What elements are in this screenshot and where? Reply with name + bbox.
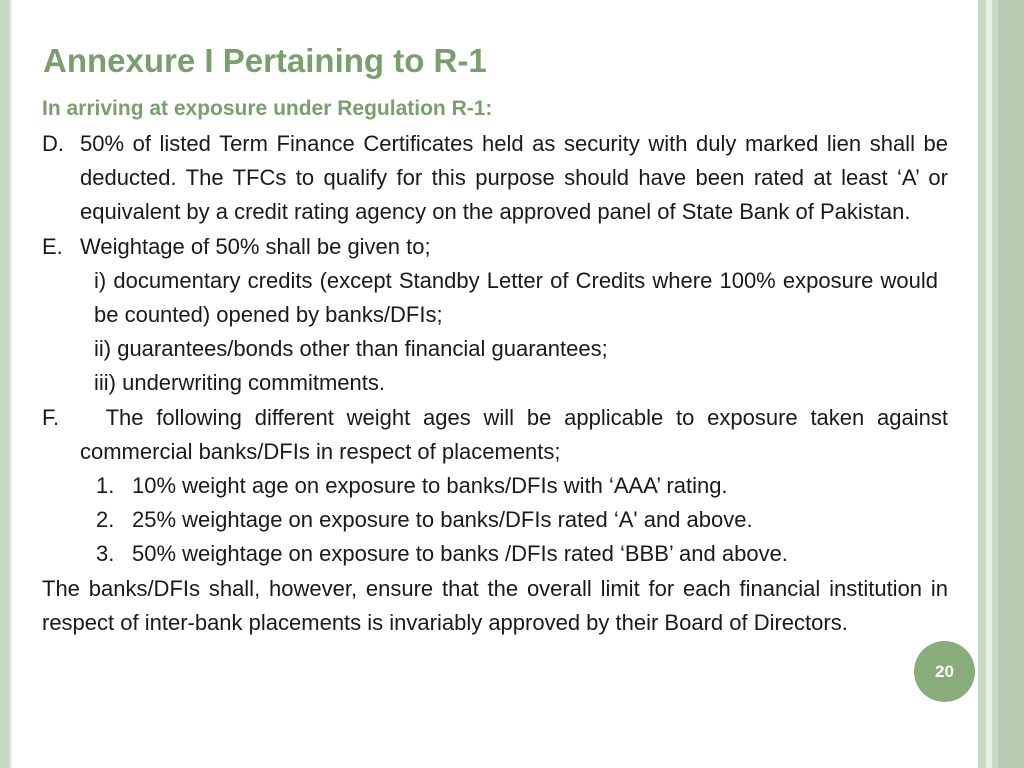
list-item-d-text: 50% of listed Term Finance Certificates held as security with duly marked lien shall be deducted. The TFCs to qualify for this purpose should have been rated at least ‘A’ or equivalent by a credit rating agency on the approved panel of State Bank of Pakistan.: [80, 131, 948, 225]
numbered-item-3: [42, 537, 948, 571]
right-border-stripe-a: [978, 0, 986, 768]
sub-item-i: i) documentary credits (except Standby Letter of Credits where 100% exposure would be counted) opened by banks/DFIs;: [94, 267, 938, 328]
numbered-item-1-text: 10% weight age on exposure to banks/DFIs with ‘AAA’ rating.: [132, 473, 728, 499]
numbered-item-1: [42, 469, 948, 503]
left-border-decoration: [0, 0, 10, 768]
numbered-item-2-text: 25% weightage on exposure to banks/DFIs rated ‘A' and above.: [132, 507, 753, 533]
numbered-item-2: [42, 503, 948, 537]
right-border-stripe-d: [998, 0, 1024, 768]
list-marker-d: D.: [42, 131, 64, 156]
slide-subtitle: In arriving at exposure under Regulation R-1:: [42, 97, 493, 120]
numbered-item-3-text: 50% weightage on exposure to banks /DFIs rated ‘BBB’ and above.: [132, 541, 788, 567]
numbered-marker-3: 3.: [96, 541, 115, 567]
list-item-d: [42, 127, 948, 230]
numbered-marker-1: 1.: [96, 473, 115, 499]
page-number-badge: 20: [914, 641, 975, 702]
list-item-f-content: The following different weight ages will be applicable to exposure taken against commercial banks/DFIs in respect of placements;: [80, 404, 948, 464]
slide-title: Annexure I Pertaining to R-1: [43, 42, 487, 79]
list-item-e: [42, 230, 948, 264]
sub-item-ii: ii) guarantees/bonds other than financial guarantees;: [94, 336, 608, 362]
slide-body: [42, 127, 948, 640]
list-item-f: [42, 401, 948, 469]
closing-paragraph: The banks/DFIs shall, however, ensure that the overall limit for each financial institution in respect of inter-bank placements is invariably approved by their Board of Directors.: [42, 575, 948, 635]
sub-item-iii: iii) underwriting commitments.: [94, 370, 385, 396]
list-item-f-text: [80, 405, 948, 464]
list-marker-f: F.: [42, 404, 60, 430]
list-marker-e: E.: [42, 233, 63, 259]
left-border-inner-decoration: [10, 0, 12, 768]
list-item-e-text: Weightage of 50% shall be given to;: [80, 233, 431, 259]
numbered-marker-2: 2.: [96, 507, 115, 533]
